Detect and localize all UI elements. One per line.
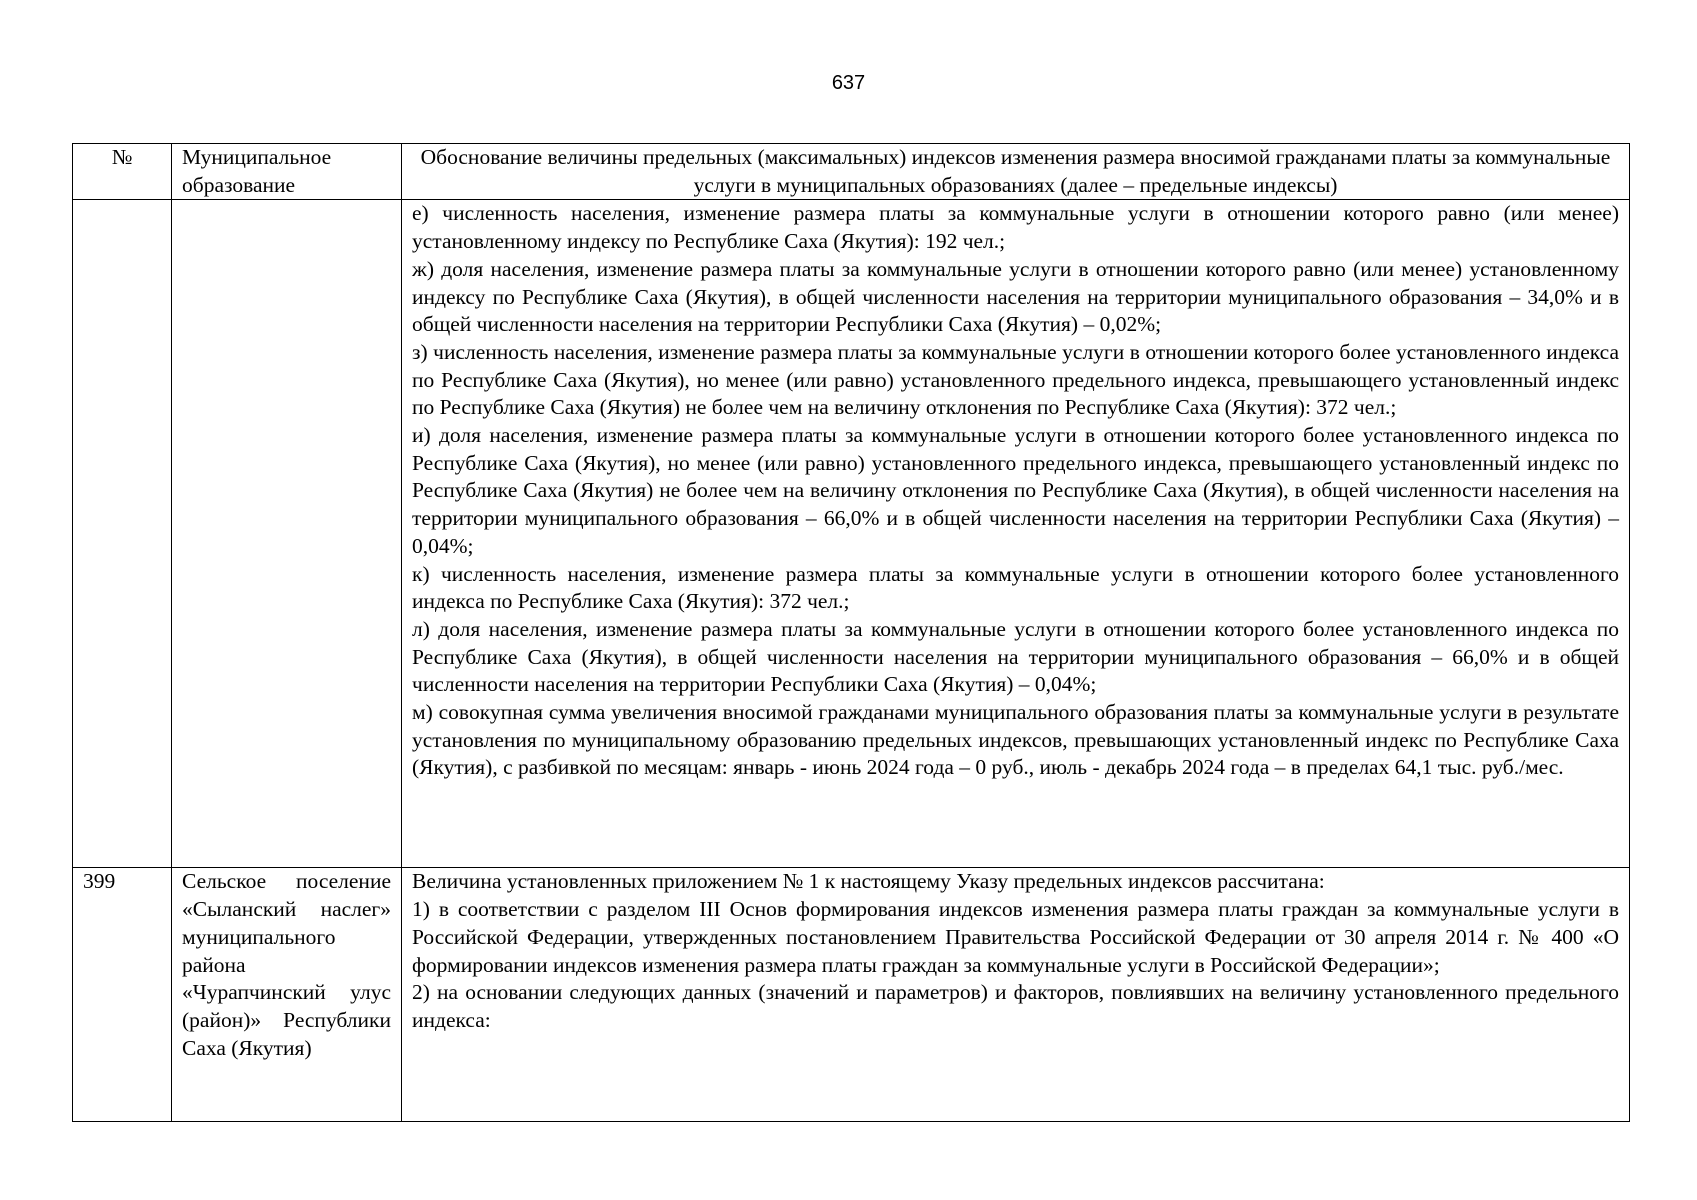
paragraph-1: 1) в соответствии с разделом III Основ формирования индексов изменения размера платы граждан за коммунальные услуги в Российской Федерации, утвержденных постановлением Правительства Российской Федерации от 30 апреля 2014 г. № 400 «О формировании индексов изменения размера платы граждан за коммунальные услуги в Российской Федерации»; — [412, 897, 1619, 977]
paragraph-z: з) численность населения, изменение размера платы за коммунальные услуги в отношении которого более установленного индекса по Республике Саха (Якутия), но менее (или равно) установленного предельного индекса, превышающего установленный индекс по Республике Саха (Якутия) не более чем на величину отклонения по Республике Саха (Якутия): 372 чел.; — [412, 339, 1619, 420]
row-number: 399 — [73, 868, 172, 1122]
row-number — [73, 200, 172, 868]
paragraph-i: и) доля населения, изменение размера платы за коммунальные услуги в отношении которого более установленного индекса по Республике Саха (Якутия), но менее (или равно) установленного предельного индекса, превышающего установленный индекс по Республике Саха (Якутия) не более чем на величину отклонения по Республике Саха (Якутия), в общей численности населения на территории муниципального образования – 66,0% и в общей численности населения на территории Республики Саха (Якутия) – 0,04%; — [412, 423, 1619, 558]
paragraph-intro: Величина установленных приложением № 1 к настоящему Указу предельных индексов рассчитана: — [412, 869, 1325, 894]
row-municipality — [172, 200, 402, 868]
indices-table — [72, 143, 1630, 1122]
table-row — [73, 868, 1630, 1122]
paragraph-k: к) численность населения, изменение размера платы за коммунальные услуги в отношении которого более установленного индекса по Республике Саха (Якутия): 372 чел.; — [412, 561, 1619, 614]
row-municipality: Сельское поселение «Сыланский наслег» муниципального района «Чурапчинский улус (район)» Республики Саха (Якутия) — [172, 868, 402, 1122]
table-header-row — [73, 144, 1630, 200]
header-municipality: Муниципальное образование — [172, 144, 402, 200]
paragraph-l: л) доля населения, изменение размера платы за коммунальные услуги в отношении которого более установленного индекса по Республике Саха (Якутия), в общей численности населения на территории муниципального образования – 66,0% и в общей численности населения на территории Республики Саха (Якутия) – 0,04%; — [412, 616, 1619, 697]
page-number: 637 — [831, 72, 866, 94]
paragraph-zh: ж) доля населения, изменение размера платы за коммунальные услуги в отношении которого равно (или менее) установленному индексу по Республике Саха (Якутия), в общей численности населения на территории муниципального образования – 34,0% и в общей численности населения на территории Республики Саха (Якутия) – 0,02%; — [412, 256, 1619, 337]
row-basis — [402, 200, 1630, 868]
table-row — [73, 200, 1630, 868]
paragraph-2: 2) на основании следующих данных (значений и параметров) и факторов, повлиявших на величину установленного предельного индекса: — [412, 980, 1619, 1032]
row-basis — [402, 868, 1630, 1122]
paragraph-e: е) численность населения, изменение размера платы за коммунальные услуги в отношении которого равно (или менее) установленному индексу по Республике Саха (Якутия): 192 чел.; — [412, 201, 1619, 254]
header-number: № — [73, 144, 172, 200]
header-basis: Обоснование величины предельных (максимальных) индексов изменения размера вносимой гражданами платы за коммунальные услуги в муниципальных образованиях (далее – предельные индексы) — [402, 144, 1630, 200]
paragraph-m: м) совокупная сумма увеличения вносимой гражданами муниципального образования платы за коммунальные услуги в результате установления по муниципальному образованию предельных индексов, превышающих установленный индекс по Республике Саха (Якутия), с разбивкой по месяцам: январь - июнь 2024 года – 0 руб., июль - декабрь 2024 года – в пределах 64,1 тыс. руб./мес. — [412, 700, 1619, 780]
